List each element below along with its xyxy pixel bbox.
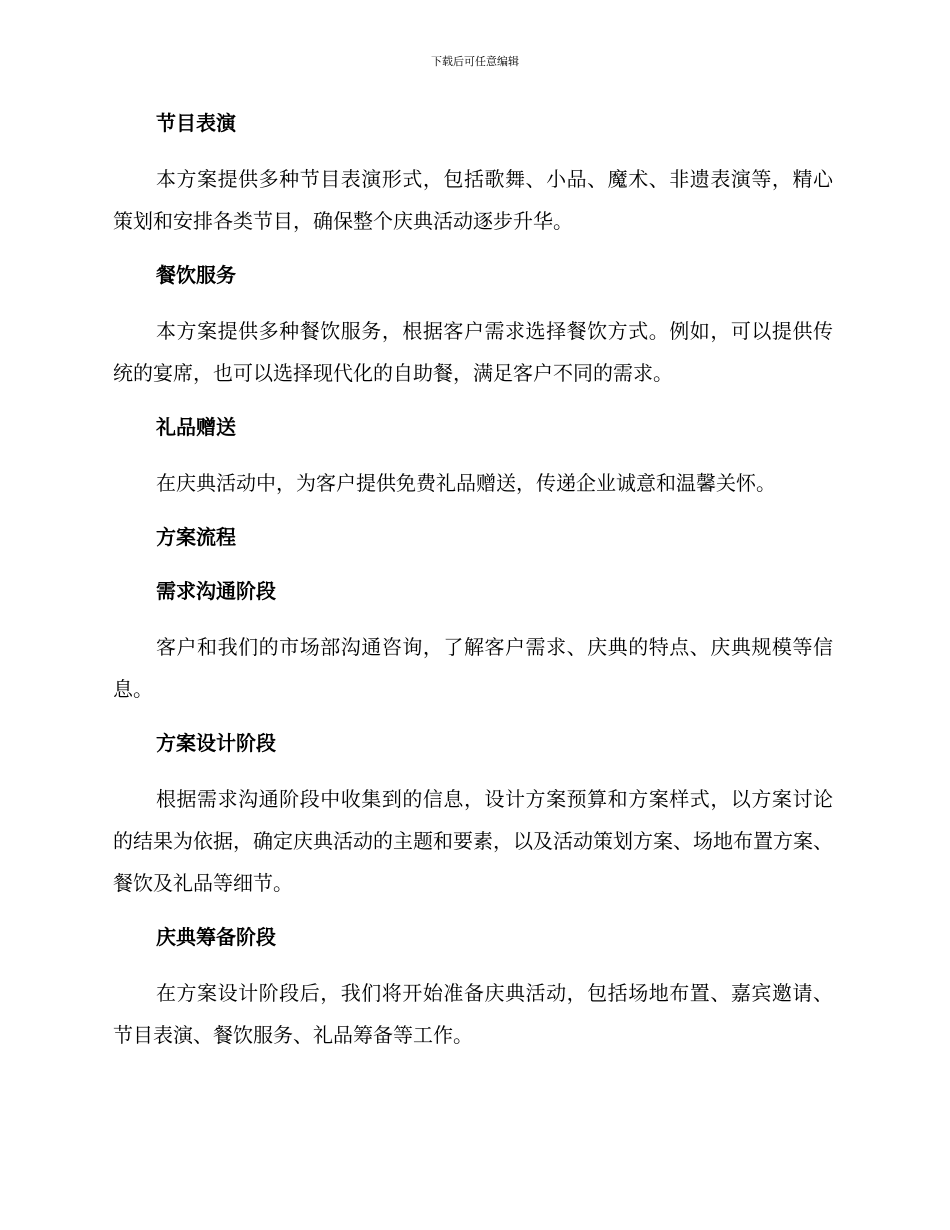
paragraph-design: 根据需求沟通阶段中收集到的信息，设计方案预算和方案样式，以方案讨论的结果为依据，确定庆典活动的主题和要素，以及活动策划方案、场地布置方案、餐饮及礼品等细节。 <box>113 787 833 895</box>
section-heading-design: 方案设计阶段 <box>156 731 276 755</box>
section-heading-preparation: 庆典筹备阶段 <box>156 925 276 949</box>
paragraph-program: 本方案提供多种节目表演形式，包括歌舞、小品、魔术、非遗表演等，精心策划和安排各类节目，确保整个庆典活动逐步升华。 <box>113 167 833 233</box>
section-heading-catering: 餐饮服务 <box>156 263 236 287</box>
paragraph-requirements: 客户和我们的市场部沟通咨询，了解客户需求、庆典的特点、庆典规模等信息。 <box>113 635 833 701</box>
document-body <box>113 108 833 1056</box>
section-heading-gifts: 礼品赠送 <box>156 415 236 439</box>
section-heading-process: 方案流程 <box>156 525 236 549</box>
paragraph-gifts: 在庆典活动中，为客户提供免费礼品赠送，传递企业诚意和温馨关怀。 <box>156 471 776 495</box>
paragraph-preparation: 在方案设计阶段后，我们将开始准备庆典活动，包括场地布置、嘉宾邀请、节目表演、餐饮服务、礼品筹备等工作。 <box>113 981 833 1047</box>
page-header: 下载后可任意编辑 <box>431 55 519 68</box>
section-heading-requirements: 需求沟通阶段 <box>156 579 276 603</box>
section-heading-program: 节目表演 <box>156 111 236 135</box>
paragraph-catering: 本方案提供多种餐饮服务，根据客户需求选择餐饮方式。例如，可以提供传统的宴席，也可以选择现代化的自助餐，满足客户不同的需求。 <box>113 319 833 385</box>
